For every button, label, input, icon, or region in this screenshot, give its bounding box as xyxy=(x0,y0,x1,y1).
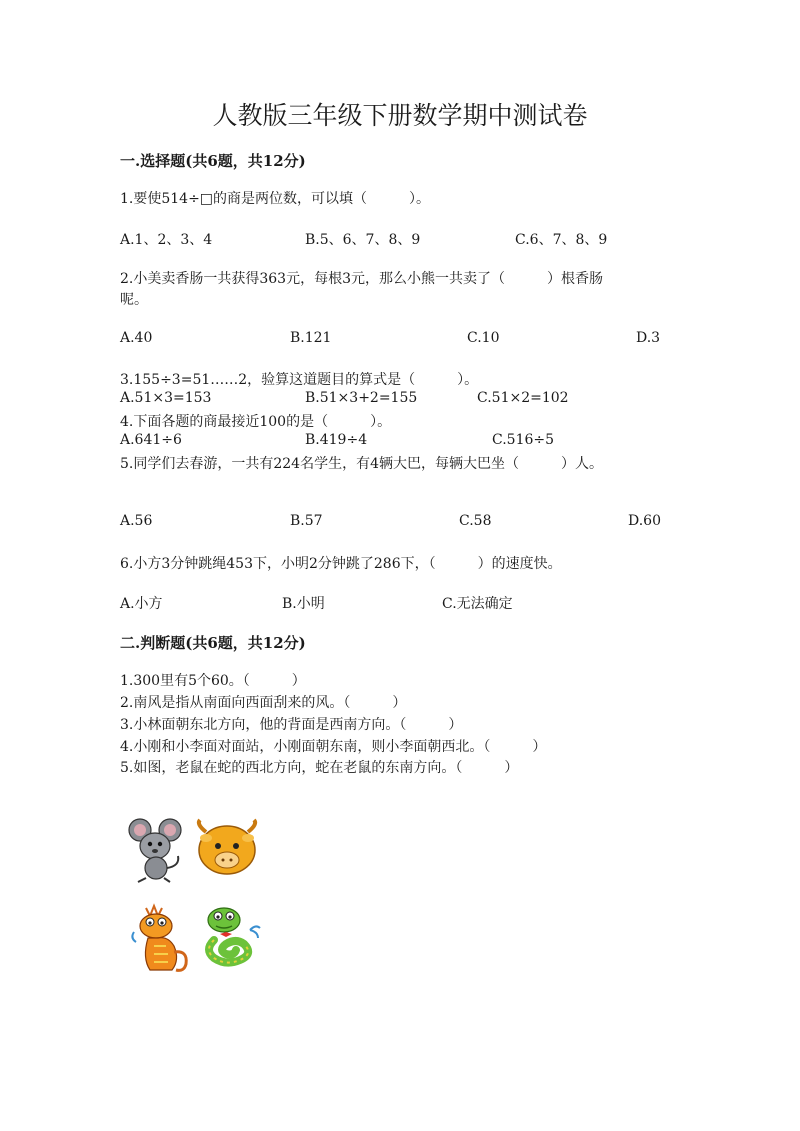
q3-option-a: A.51×3=153 xyxy=(120,390,212,406)
judge-item-3: 3.小林面朝东北方向，他的背面是西南方向。（ ） xyxy=(120,717,463,733)
judge-item-4: 4.小刚和小李面对面站，小刚面朝东南，则小李面朝西北。（ ） xyxy=(120,739,547,755)
page-title: 人教版三年级下册数学期中测试卷 xyxy=(212,101,588,130)
question-1: 1.要使514÷□的商是两位数，可以填（ ）。 xyxy=(120,191,431,207)
judge-item-5: 5.如图，老鼠在蛇的西北方向，蛇在老鼠的东南方向。（ ） xyxy=(120,760,519,776)
question-2-cont: 呢。 xyxy=(120,292,148,308)
section-heading-judge: 二.判断题(共6题，共12分) xyxy=(120,634,306,652)
q3-option-b: B.51×3+2=155 xyxy=(305,390,418,406)
q3-option-c: C.51×2=102 xyxy=(477,390,569,406)
ox-image xyxy=(192,818,262,880)
mouse-image xyxy=(126,816,186,886)
q2-option-b: B.121 xyxy=(290,330,332,346)
q5-option-a: A.56 xyxy=(120,513,153,529)
judge-item-1: 1.300里有5个60。（ ） xyxy=(120,673,306,689)
q4-option-a: A.641÷6 xyxy=(120,432,182,448)
q4-option-c: C.516÷5 xyxy=(492,432,555,448)
question-4: 4.下面各题的商最接近100的是（ ）。 xyxy=(120,414,392,430)
q6-option-b: B.小明 xyxy=(282,596,325,612)
q6-option-a: A.小方 xyxy=(120,596,163,612)
question-5: 5.同学们去春游，一共有224名学生，有4辆大巴，每辆大巴坐（ ）人。 xyxy=(120,456,603,472)
section-heading-choice: 一.选择题(共6题，共12分) xyxy=(120,152,306,170)
q5-option-b: B.57 xyxy=(290,513,323,529)
snake-image xyxy=(200,904,268,970)
q5-option-d: D.60 xyxy=(628,513,661,529)
judge-item-2: 2.南风是指从南面向西面刮来的风。（ ） xyxy=(120,695,407,711)
q2-option-c: C.10 xyxy=(467,330,500,346)
q6-option-c: C.无法确定 xyxy=(442,596,513,612)
q1-option-c: C.6、7、8、9 xyxy=(515,232,608,248)
q2-option-a: A.40 xyxy=(120,330,153,346)
q2-option-d: D.3 xyxy=(636,330,661,346)
q4-option-b: B.419÷4 xyxy=(305,432,368,448)
question-2: 2.小美卖香肠一共获得363元，每根3元，那么小熊一共卖了（ ）根香肠 xyxy=(120,271,603,287)
q1-option-a: A.1、2、3、4 xyxy=(120,232,213,248)
dragon-image xyxy=(128,902,194,976)
q5-option-c: C.58 xyxy=(459,513,492,529)
question-6: 6.小方3分钟跳绳453下，小明2分钟跳了286下，（ ）的速度快。 xyxy=(120,556,562,572)
q1-option-b: B.5、6、7、8、9 xyxy=(305,232,421,248)
question-3: 3.155÷3=51……2，验算这道题目的算式是（ ）。 xyxy=(120,372,479,388)
